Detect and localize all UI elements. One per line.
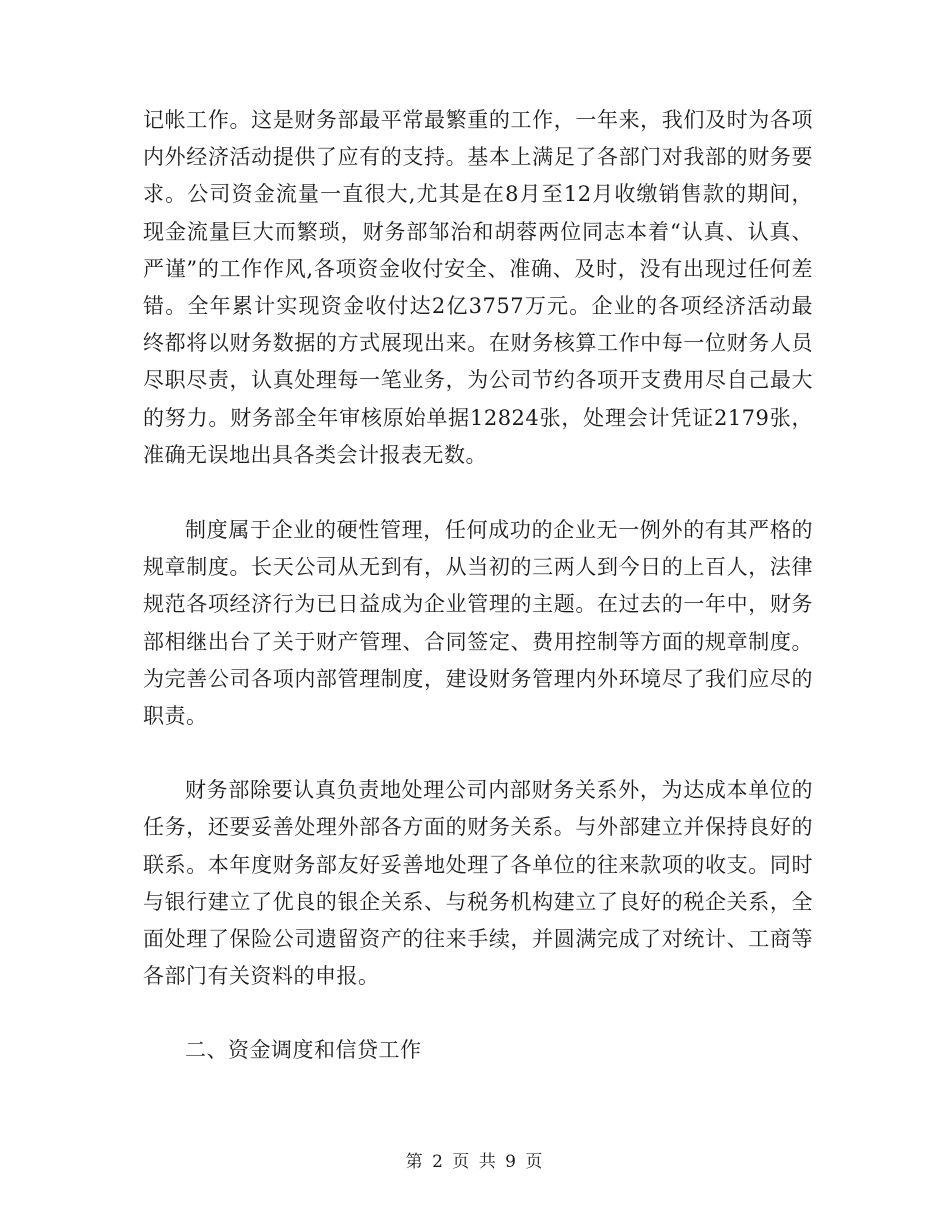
paragraph-bookkeeping: 记帐工作。这是财务部最平常最繁重的工作，一年来，我们及时为各项内外经济活动提供了应有的支持。基本上满足了各部门对我部的财务要求。公司资金流量一直很大,尤其是在8月至12月收缴销售款的期间，现金流量巨大而繁琐，财务部邹治和胡蓉两位同志本着“认真、认真、严谨”的工作作风,各项资金收付安全、准确、及时，没有出现过任何差错。全年累计实现资金收付达2亿3757万元。企业的各项经济活动最终都将以财务数据的方式展现出来。在财务核算工作中每一位财务人员尽职尽责，认真处理每一笔业务，为公司节约各项开支费用尽自己最大的努力。财务部全年审核原始单据12824张，处理会计凭证2179张，准确无误地出具各类会计报表无数。 [143,108,813,467]
document-body [143,102,813,1070]
paragraph-regulations: 制度属于企业的硬性管理，任何成功的企业无一例外的有其严格的规章制度。长天公司从无到有，从当初的三两人到今日的上百人，法律规范各项经济行为已日益成为企业管理的主题。在过去的一年中，财务部相继出台了关于财产管理、合同签定、费用控制等方面的规章制度。为完善公司各项内部管理制度，建设财务管理内外环境尽了我们应尽的职责。 [143,518,813,729]
page-number: 第 2 页 共 9 页 [405,1152,545,1172]
page-footer [0,1150,950,1174]
paragraph-external-relations: 财务部除要认真负责地处理公司内部财务关系外，为达成本单位的任务，还要妥善处理外部各方面的财务关系。与外部建立并保持良好的联系。本年度财务部友好妥善地处理了各单位的往来款项的收支。同时与银行建立了优良的银企关系、与税务机构建立了良好的税企关系，全面处理了保险公司遗留资产的往来手续，并圆满完成了对统计、工商等各部门有关资料的申报。 [143,778,813,989]
section-heading: 二、资金调度和信贷工作 [185,1038,422,1063]
